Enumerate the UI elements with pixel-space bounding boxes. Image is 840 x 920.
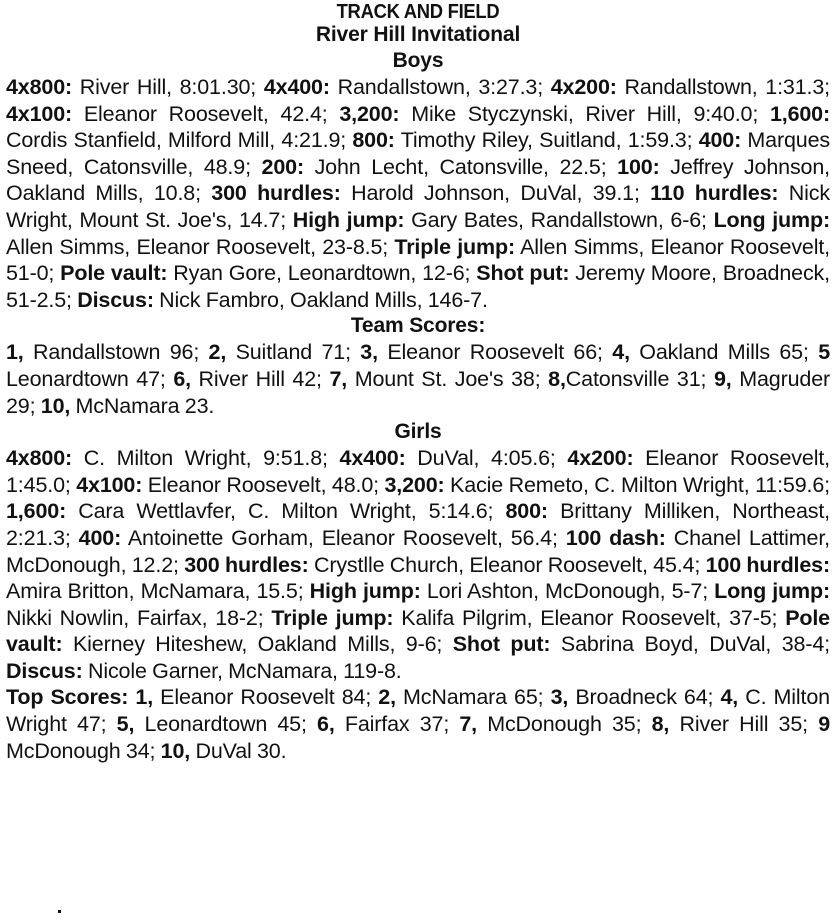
team-rank: 9 bbox=[818, 712, 830, 737]
event-winner: Chanel Lattimer, McDonough, 12.2; bbox=[6, 525, 830, 577]
event-label: 4x100 bbox=[6, 101, 66, 126]
team-score bbox=[551, 685, 721, 709]
team-name-points: River Hill 35; bbox=[669, 712, 819, 737]
event-label: 400 bbox=[78, 525, 115, 550]
event-separator: : bbox=[562, 261, 570, 286]
boys-results bbox=[6, 74, 830, 313]
meet-heading: River Hill Invitational bbox=[315, 23, 521, 46]
team-score bbox=[329, 367, 548, 391]
boys-team-scores bbox=[6, 339, 830, 419]
event-label: 100 hurdles bbox=[705, 552, 823, 577]
event-separator: : bbox=[65, 446, 73, 471]
team-name-points: Broadneck 64; bbox=[568, 685, 721, 710]
event-separator: : bbox=[65, 75, 73, 99]
event-separator: : bbox=[301, 552, 309, 577]
event-label: 3,200 bbox=[384, 472, 438, 497]
event-result bbox=[6, 659, 402, 683]
event-result bbox=[310, 579, 715, 603]
event-label: High jump bbox=[292, 207, 398, 232]
event-winner: Nicole Garner, McNamara, 119-8. bbox=[82, 658, 402, 683]
team-score bbox=[161, 739, 287, 763]
team-rank: 6, bbox=[317, 712, 335, 737]
team-rank: 6, bbox=[173, 366, 191, 391]
team-rank: 1, bbox=[6, 340, 24, 365]
event-label: 4x800 bbox=[6, 446, 66, 471]
event-result bbox=[453, 632, 830, 656]
event-winner: Cordis Stanfield, Milford Mill, 4:21.9; bbox=[6, 128, 353, 153]
event-separator: : bbox=[609, 75, 617, 99]
event-result bbox=[77, 288, 488, 312]
event-label: Shot put bbox=[476, 261, 563, 286]
event-winner: Mike Styczynski, River Hill, 9:40.0; bbox=[399, 101, 770, 126]
team-rank: 5 bbox=[818, 340, 830, 365]
team-rank: 7, bbox=[459, 712, 477, 737]
team-name-points: C. Milton Wright 47; bbox=[6, 685, 830, 737]
event-label: Triple jump bbox=[394, 234, 508, 259]
boys-heading: Boys bbox=[392, 49, 444, 72]
event-separator: : bbox=[59, 499, 67, 524]
team-score bbox=[548, 367, 714, 391]
event-label: High jump bbox=[309, 579, 414, 604]
team-rank: 8, bbox=[651, 712, 670, 737]
event-winner: Brittany Milliken, Northeast, 2:21.3; bbox=[6, 499, 830, 550]
event-separator: : bbox=[160, 261, 168, 286]
event-label: 3,200 bbox=[339, 101, 393, 126]
event-winner: Eleanor Roosevelt, 1:45.0; bbox=[6, 446, 830, 497]
event-winner: C. Milton Wright, 9:51.8; bbox=[72, 446, 340, 471]
team-name-points: Oakland Mills 65; bbox=[629, 340, 819, 365]
event-winner: Randallstown, 1:31.3; bbox=[616, 75, 830, 99]
team-name-points: Leonardtown 47; bbox=[6, 366, 174, 391]
event-label: 4x200 bbox=[567, 446, 627, 471]
event-result bbox=[76, 473, 384, 497]
team-score bbox=[378, 685, 550, 709]
event-winner: Harold Johnson, DuVal, 39.1; bbox=[340, 181, 651, 206]
event-result bbox=[79, 526, 566, 550]
team-rank: 4, bbox=[612, 340, 630, 365]
event-label: 100 bbox=[617, 154, 653, 179]
event-result bbox=[211, 181, 650, 205]
event-winner: Amira Britton, McNamara, 15.5; bbox=[6, 579, 310, 604]
event-separator: : bbox=[387, 128, 395, 153]
event-label: 400 bbox=[698, 128, 735, 153]
event-separator: : bbox=[65, 101, 73, 126]
event-label: 1,600 bbox=[6, 499, 60, 524]
event-label: 1,600 bbox=[769, 101, 823, 126]
team-score bbox=[652, 712, 819, 736]
team-name-points: Fairfax 37; bbox=[334, 712, 460, 737]
event-label: Discus bbox=[77, 287, 147, 312]
team-score bbox=[209, 340, 361, 364]
event-winner: Ryan Gore, Leonardtown, 12-6; bbox=[167, 261, 477, 286]
event-separator: : bbox=[398, 446, 406, 471]
event-separator: : bbox=[386, 605, 394, 630]
event-result bbox=[6, 499, 506, 523]
event-separator: : bbox=[413, 579, 421, 604]
event-label: 300 hurdles bbox=[211, 181, 334, 206]
event-winner: John Lecht, Catonsville, 22.5; bbox=[303, 154, 618, 179]
event-label: 4x200 bbox=[550, 75, 610, 99]
team-score bbox=[6, 340, 209, 364]
event-label: 4x800 bbox=[6, 75, 66, 99]
event-result bbox=[264, 75, 551, 99]
team-score bbox=[173, 367, 329, 391]
print-speck bbox=[58, 910, 61, 913]
event-winner: Gary Bates, Randallstown, 6-6; bbox=[404, 207, 714, 232]
event-result bbox=[384, 473, 830, 497]
event-result bbox=[352, 128, 698, 152]
event-separator: : bbox=[823, 552, 831, 577]
event-winner: Jeremy Moore, Broadneck, 51-2.5; bbox=[6, 261, 830, 312]
event-winner: Kierney Hiteshew, Oakland Mills, 9-6; bbox=[62, 632, 453, 657]
event-separator: : bbox=[146, 287, 154, 312]
team-rank: 4, bbox=[720, 685, 739, 710]
event-separator: : bbox=[823, 579, 831, 604]
event-label: 800 bbox=[505, 499, 541, 524]
event-label: Long jump bbox=[713, 207, 823, 232]
team-rank: 2, bbox=[208, 340, 227, 365]
event-result bbox=[60, 261, 476, 285]
event-label: 200 bbox=[261, 154, 297, 179]
event-separator: : bbox=[771, 181, 779, 206]
event-label: 100 dash bbox=[565, 525, 659, 550]
event-label: Shot put bbox=[452, 632, 544, 657]
event-winner: Allen Simms, Eleanor Roosevelt, 51-0; bbox=[6, 234, 830, 286]
event-separator: : bbox=[296, 154, 304, 179]
event-label: 4x400 bbox=[339, 446, 399, 471]
team-score bbox=[117, 712, 317, 736]
team-name-points: DuVal 30. bbox=[190, 738, 287, 763]
event-separator: : bbox=[75, 658, 83, 683]
event-result bbox=[293, 208, 714, 232]
team-score bbox=[612, 340, 818, 364]
girls-team-scores-heading: Top Scores: bbox=[6, 685, 129, 710]
event-winner: Kalifa Pilgrim, Eleanor Roosevelt, 37-5; bbox=[393, 605, 786, 630]
event-result bbox=[6, 75, 264, 99]
team-name-points: River Hill 42; bbox=[190, 366, 330, 391]
event-label: 800 bbox=[352, 128, 388, 153]
team-rank: 1, bbox=[135, 685, 154, 710]
event-separator: : bbox=[658, 525, 666, 550]
team-name-points: McDonough 35; bbox=[477, 712, 652, 737]
event-result bbox=[271, 606, 785, 630]
event-winner: Crystlle Church, Eleanor Roosevelt, 45.4; bbox=[308, 552, 706, 577]
event-winner: Cara Wettlavfer, C. Milton Wright, 5:14.6; bbox=[66, 499, 506, 524]
event-result bbox=[6, 102, 339, 126]
event-winner: River Hill, 8:01.30; bbox=[72, 75, 264, 99]
event-separator: : bbox=[437, 472, 445, 497]
event-winner: Antoinette Gorham, Eleanor Roosevelt, 56.4; bbox=[121, 525, 566, 550]
event-label: Pole vault bbox=[60, 261, 161, 286]
event-separator: : bbox=[322, 75, 330, 99]
team-name-points: Eleanor Roosevelt 84; bbox=[153, 685, 379, 710]
team-rank: 5, bbox=[116, 712, 135, 737]
event-separator: : bbox=[114, 525, 122, 550]
event-label: Triple jump bbox=[271, 605, 387, 630]
event-label: 300 hurdles bbox=[184, 552, 302, 577]
event-separator: : bbox=[734, 128, 742, 153]
event-result bbox=[262, 155, 618, 179]
event-winner: Kacie Remeto, C. Milton Wright, 11:59.6; bbox=[444, 472, 830, 497]
team-rank: 3, bbox=[550, 685, 569, 710]
team-score bbox=[135, 685, 378, 709]
event-result bbox=[551, 75, 830, 99]
team-name-points: McNamara 23. bbox=[70, 393, 215, 418]
event-winner: Eleanor Roosevelt, 42.4; bbox=[72, 101, 340, 126]
team-score bbox=[459, 712, 651, 736]
team-rank: 10, bbox=[40, 393, 71, 418]
team-score bbox=[360, 340, 612, 364]
team-score bbox=[41, 394, 214, 418]
girls-heading: Girls bbox=[394, 420, 442, 444]
sport-heading: TRACK AND FIELD bbox=[336, 1, 500, 23]
event-result bbox=[339, 102, 770, 126]
event-winner: Nikki Nowlin, Fairfax, 18-2; bbox=[6, 605, 272, 630]
girls-results bbox=[6, 445, 830, 684]
event-label: 110 hurdles bbox=[650, 181, 772, 206]
boys-team-scores-heading: Team Scores: bbox=[350, 314, 486, 338]
event-winner: Marques Sneed, Catonsville, 48.9; bbox=[6, 128, 830, 179]
event-result bbox=[340, 446, 568, 470]
event-result bbox=[184, 553, 705, 577]
event-separator: : bbox=[507, 234, 515, 259]
event-separator: : bbox=[543, 632, 551, 657]
event-separator: : bbox=[392, 101, 400, 126]
team-rank: 2, bbox=[378, 685, 396, 710]
event-winner: Nick Fambro, Oakland Mills, 146-7. bbox=[153, 287, 488, 312]
event-separator: : bbox=[652, 154, 660, 179]
team-rank: 3, bbox=[360, 340, 378, 365]
event-result bbox=[6, 446, 340, 470]
event-winner: Nick Wright, Mount St. Joe's, 14.7; bbox=[6, 181, 830, 232]
event-label: 4x100 bbox=[76, 472, 136, 497]
event-winner: Sabrina Boyd, DuVal, 38-4; bbox=[550, 632, 830, 657]
event-winner: Eleanor Roosevelt, 48.0; bbox=[142, 472, 385, 497]
event-separator: : bbox=[55, 632, 63, 657]
team-rank: 10, bbox=[160, 738, 191, 763]
event-separator: : bbox=[135, 472, 143, 497]
event-label: Discus bbox=[6, 658, 76, 683]
team-score bbox=[317, 712, 459, 736]
team-name-points: McDonough 34; bbox=[6, 738, 161, 763]
team-name-points: Randallstown 96; bbox=[23, 340, 209, 365]
team-name-points: Mount St. Joe's 38; bbox=[347, 366, 549, 391]
results-column bbox=[6, 2, 830, 764]
event-separator: : bbox=[626, 446, 634, 471]
event-separator: : bbox=[333, 181, 341, 206]
team-rank: 9, bbox=[713, 366, 732, 391]
event-winner: Allen Simms, Eleanor Roosevelt, 23-8.5; bbox=[6, 234, 395, 259]
team-name-points: Leonardtown 45; bbox=[134, 712, 318, 737]
team-name-points: Eleanor Roosevelt 66; bbox=[377, 340, 613, 365]
event-label: Pole vault bbox=[6, 605, 830, 657]
event-separator: : bbox=[822, 207, 830, 232]
team-rank: 7, bbox=[329, 366, 348, 391]
team-rank: 8, bbox=[548, 366, 566, 391]
event-separator: : bbox=[823, 101, 831, 126]
event-label: 4x400 bbox=[263, 75, 323, 99]
team-name-points: Catonsville 31; bbox=[565, 366, 714, 391]
team-name-points: McNamara 65; bbox=[395, 685, 551, 710]
event-winner: Timothy Riley, Suitland, 1:59.3; bbox=[394, 128, 699, 153]
event-separator: : bbox=[540, 499, 548, 524]
event-winner: DuVal, 4:05.6; bbox=[405, 446, 568, 471]
event-winner: Randallstown, 3:27.3; bbox=[329, 75, 551, 99]
event-separator: : bbox=[397, 207, 405, 232]
event-winner: Jeffrey Johnson, Oakland Mills, 10.8; bbox=[6, 154, 830, 206]
girls-team-scores bbox=[6, 684, 830, 764]
event-winner: Lori Ashton, McDonough, 5-7; bbox=[420, 579, 715, 604]
team-name-points: Magruder 29; bbox=[6, 366, 831, 418]
event-label: Long jump bbox=[714, 579, 823, 604]
team-name-points: Suitland 71; bbox=[226, 340, 361, 365]
